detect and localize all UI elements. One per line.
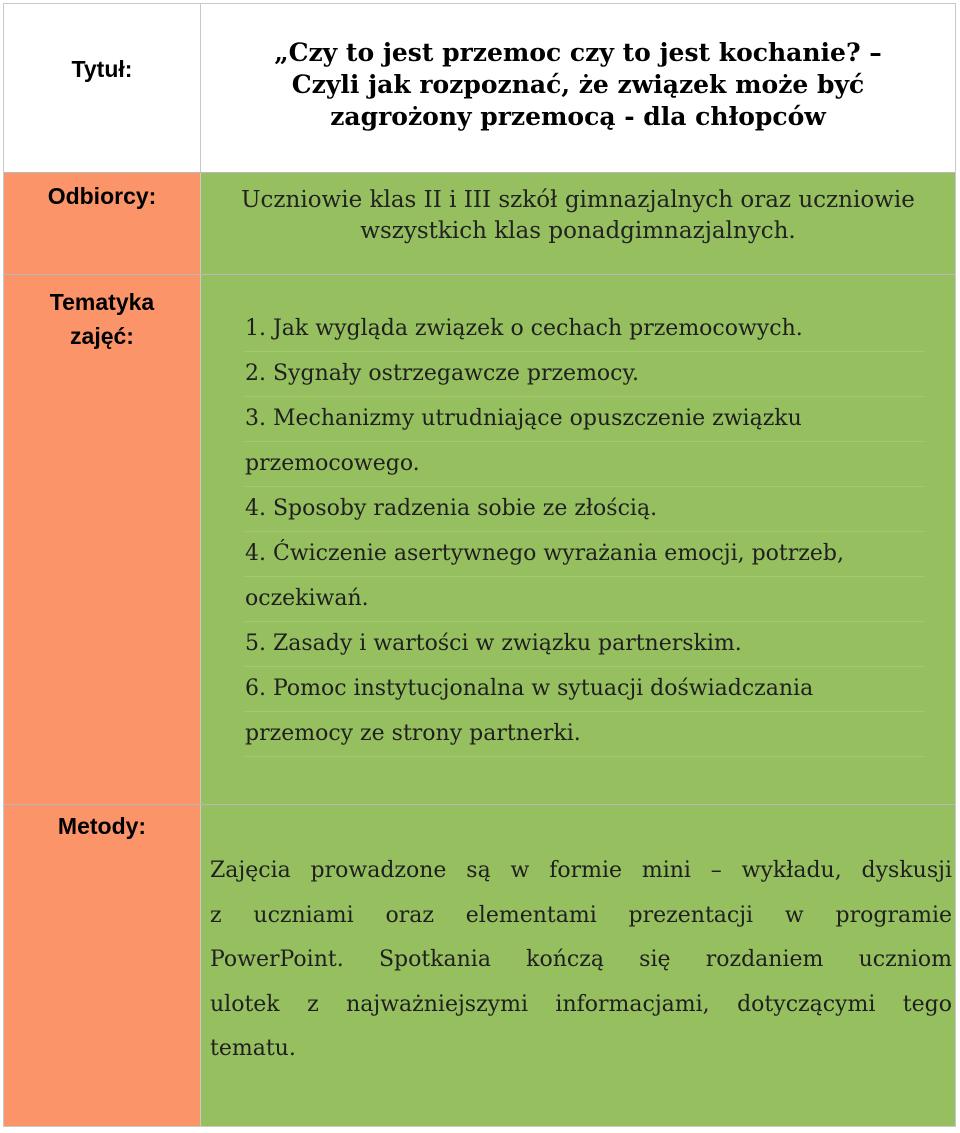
methods-line: tematu.: [210, 1036, 296, 1061]
topic-line: przemocy ze strony partnerki.: [245, 712, 925, 757]
audience-content-cell: [200, 173, 955, 274]
methods-line: PowerPoint. Spotkania kończą się rozdaniem uczniom: [210, 947, 952, 972]
topics-label-cell: [4, 275, 200, 804]
audience-label-cell: [4, 173, 200, 274]
topic-line: 4. Sposoby radzenia sobie ze złością.: [245, 487, 925, 532]
info-table: [3, 3, 956, 1127]
title-label: Tytuł:: [71, 56, 133, 82]
methods-line: ulotek z najważniejszymi informacjami, dotyczącymi tego: [210, 991, 952, 1017]
audience-text: [201, 185, 955, 247]
topic-line: 1. Jak wygląda związek o cechach przemocowych.: [245, 307, 925, 352]
document-title: [201, 37, 955, 133]
topics-row: [4, 274, 955, 804]
topics-label: [4, 285, 200, 353]
topic-line: 6. Pomoc instytucjonalna w sytuacji doświadczania: [245, 667, 925, 712]
topic-line: przemocowego.: [245, 442, 925, 487]
topics-label-line: zajęć:: [70, 323, 134, 349]
title-line: zagrożony przemocą - dla chłopców: [330, 102, 826, 131]
title-label-cell: [4, 4, 200, 172]
topics-list: [245, 307, 925, 757]
topics-content-cell: [200, 275, 955, 804]
topic-line: 3. Mechanizmy utrudniające opuszczenie związku: [245, 397, 925, 442]
methods-row: [4, 804, 955, 1126]
methods-line: Zajęcia prowadzone są w formie mini – wykładu, dyskusji: [210, 858, 952, 883]
audience-row: [4, 172, 955, 274]
title-row: [4, 4, 955, 172]
topics-label-line: Tematyka: [49, 289, 155, 315]
audience-line: wszystkich klas ponadgimnazjalnych.: [360, 218, 796, 244]
methods-text: [210, 849, 952, 1072]
topic-line: 2. Sygnały ostrzegawcze przemocy.: [245, 352, 925, 397]
methods-label-cell: [4, 805, 200, 1126]
audience-label: Odbiorcy:: [47, 183, 157, 209]
title-line: „Czy to jest przemoc czy to jest kochanie? –: [274, 38, 882, 67]
title-line: Czyli jak rozpoznać, że związek może być: [291, 70, 865, 99]
methods-line: z uczniami oraz elementami prezentacji w programie: [210, 902, 952, 928]
topic-line: 5. Zasady i wartości w związku partnerskim.: [245, 622, 925, 667]
title-content-cell: [200, 4, 955, 172]
topic-line: 4. Ćwiczenie asertywnego wyrażania emocji, potrzeb,: [245, 532, 925, 577]
topic-line: oczekiwań.: [245, 577, 925, 622]
audience-line: Uczniowie klas II i III szkół gimnazjalnych oraz uczniowie: [241, 187, 915, 213]
methods-content-cell: [200, 805, 955, 1126]
methods-label: Metody:: [57, 813, 147, 839]
